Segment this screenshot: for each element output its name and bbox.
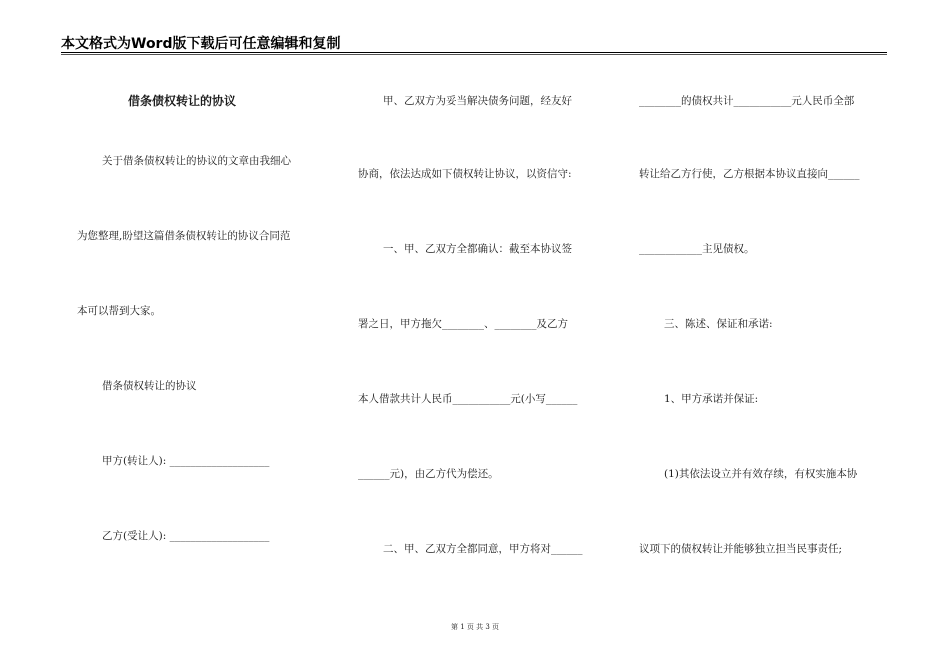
header-rule-top — [61, 52, 887, 53]
clause-1-start: 一、甲、乙双方全都确认：截至本协议签 — [383, 243, 572, 255]
body-line: 本人借款共计人民币___________元(小写______ — [358, 393, 578, 405]
party-a-line: 甲方(转让人): ___________________ — [102, 455, 270, 467]
body-line: ________的债权共计___________元人民币全部 — [639, 95, 855, 107]
intro-line-2: 为您整理,盼望这篇借条债权转让的协议合同范 — [77, 230, 291, 242]
intro-line-3: 本可以帮到大家。 — [77, 305, 161, 317]
intro-line-1: 关于借条债权转让的协议的文章由我细心 — [102, 155, 291, 167]
clause-2-start: 二、甲、乙双方全都同意，甲方将对______ — [383, 543, 583, 555]
body-line: 协商，依法达成如下债权转让协议，以资信守: — [358, 168, 572, 180]
document-title: 借条债权转让的协议 — [128, 94, 237, 108]
download-banner: 本文格式为Word版下载后可任意编辑和复制 — [61, 36, 341, 52]
body-line: 议项下的债权转让并能够独立担当民事责任; — [639, 543, 843, 555]
item-1-heading: 1、甲方承诺并保证: — [664, 393, 759, 405]
page-number: 第 1 页 共 3 页 — [450, 623, 500, 631]
body-line: 甲、乙双方为妥当解决债务问题，经友好 — [383, 95, 572, 107]
header-rule-bottom — [61, 54, 887, 55]
party-b-line: 乙方(受让人): ___________________ — [102, 530, 270, 542]
body-line: 转让给乙方行使，乙方根据本协议直接向______ — [639, 168, 860, 180]
body-line: ____________主见债权。 — [639, 243, 755, 255]
agreement-subtitle: 借条债权转让的协议 — [102, 380, 197, 392]
section-3-heading: 三、陈述、保证和承诺: — [664, 318, 773, 330]
body-line: (1)其依法设立并有效存续，有权实施本协 — [664, 468, 858, 480]
body-line: ______元)，由乙方代为偿还。 — [358, 468, 499, 480]
body-line: 署之日，甲方拖欠________、________及乙方 — [358, 318, 568, 330]
